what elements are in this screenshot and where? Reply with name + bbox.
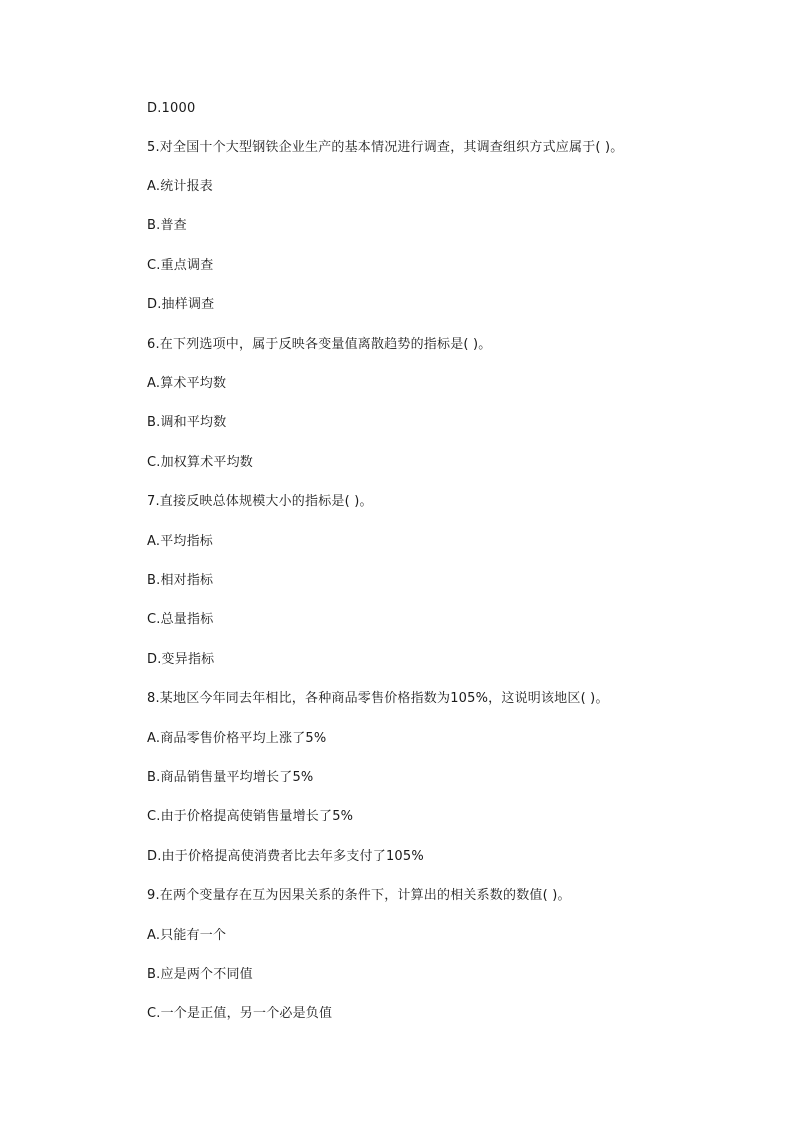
option-a-q7: A.平均指标 — [147, 534, 213, 549]
option-b-q7: B.相对指标 — [147, 573, 214, 588]
option-c-q8: C.由于价格提高使销售量增长了5% — [147, 809, 354, 824]
option-a-q8: A.商品零售价格平均上涨了5% — [147, 731, 327, 746]
option-b-q6: B.调和平均数 — [147, 415, 227, 430]
option-a-q9: A.只能有一个 — [147, 928, 227, 943]
option-a-q5: A.统计报表 — [147, 179, 213, 194]
question-7: 7.直接反映总体规模大小的指标是( )。 — [147, 494, 373, 509]
option-b-q5: B.普查 — [147, 218, 187, 233]
question-9: 9.在两个变量存在互为因果关系的条件下，计算出的相关系数的数值( )。 — [147, 888, 571, 903]
option-d-q4: D.1000 — [147, 101, 196, 116]
option-d-q7: D.变异指标 — [147, 652, 215, 667]
option-c-q9: C.一个是正值，另一个必是负值 — [147, 1006, 333, 1021]
option-d-q5: D.抽样调查 — [147, 297, 215, 312]
option-b-q9: B.应是两个不同值 — [147, 967, 253, 982]
option-c-q7: C.总量指标 — [147, 612, 214, 627]
option-b-q8: B.商品销售量平均增长了5% — [147, 770, 314, 785]
option-d-q8: D.由于价格提高使消费者比去年多支付了105% — [147, 849, 424, 864]
option-c-q6: C.加权算术平均数 — [147, 455, 254, 470]
question-5: 5.对全国十个大型钢铁企业生产的基本情况进行调查，其调查组织方式应属于( )。 — [147, 140, 624, 155]
option-c-q5: C.重点调查 — [147, 258, 214, 273]
option-a-q6: A.算术平均数 — [147, 376, 227, 391]
question-6: 6.在下列选项中，属于反映各变量值离散趋势的指标是( )。 — [147, 337, 492, 352]
question-8: 8.某地区今年同去年相比，各种商品零售价格指数为105%，这说明该地区( )。 — [147, 691, 609, 706]
